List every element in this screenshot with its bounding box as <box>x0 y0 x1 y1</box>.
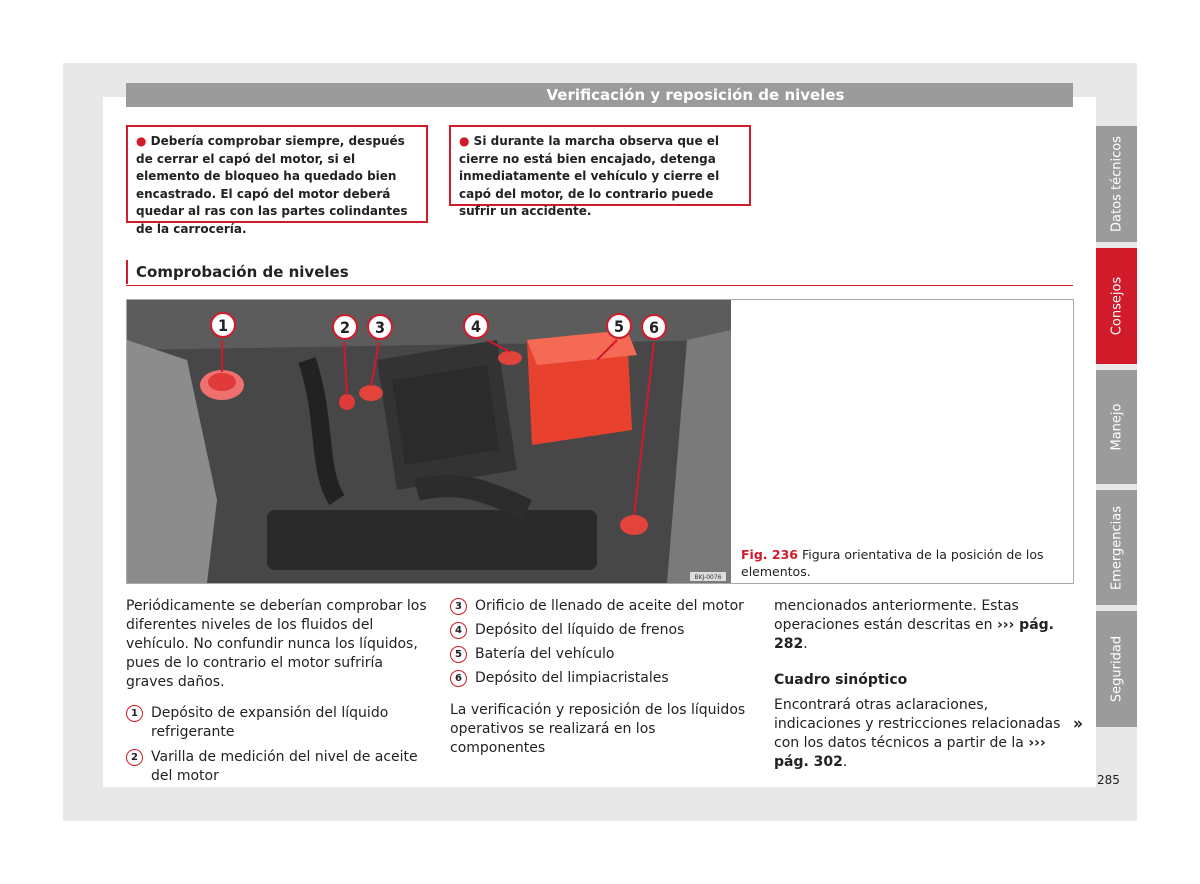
intro-paragraph: Periódicamente se deberían comprobar los diferentes niveles de los fluidos del vehículo. No confundir nunca los líquidos, pues de lo contrario el motor sufriría graves daños. <box>126 598 427 690</box>
list-item <box>126 748 431 786</box>
number-badge: 1 <box>126 705 143 722</box>
tab-label: Seguridad <box>1109 635 1124 703</box>
page-reference-link[interactable]: ››› pág. 302 <box>774 735 1046 770</box>
list-item <box>126 704 431 742</box>
continue-icon: » <box>1073 714 1083 734</box>
callout-5: 5 <box>606 313 632 339</box>
list-item <box>450 645 750 664</box>
figure-caption-text: Figura orientativa de la posición de los elementos. <box>741 547 1044 579</box>
bullet-icon: ● <box>136 134 147 148</box>
warning-box-2 <box>449 125 751 218</box>
warning-box-1 <box>126 125 428 236</box>
figure-code: BKJ-0076 <box>694 574 722 581</box>
column-2 <box>450 597 750 758</box>
section-rule <box>126 285 1073 286</box>
tab-emergencias[interactable] <box>1096 490 1137 605</box>
list-item-text: Batería del vehículo <box>475 646 615 662</box>
tab-consejos[interactable] <box>1096 248 1137 364</box>
engine-bay-image <box>127 300 731 583</box>
engine-illustration <box>127 300 731 583</box>
section-title: Comprobación de niveles <box>126 260 349 284</box>
tab-label: Consejos <box>1109 276 1124 336</box>
page-title-bar <box>126 83 1073 107</box>
page-reference-link[interactable]: ››› pág. 282 <box>774 617 1054 652</box>
number-badge: 2 <box>126 749 143 766</box>
callout-2: 2 <box>332 314 358 340</box>
number-badge: 6 <box>450 670 467 687</box>
punctuation: . <box>803 636 808 652</box>
list-item <box>450 597 750 616</box>
list-item-text: Varilla de medición del nivel de aceite del motor <box>151 749 418 784</box>
tab-label: Manejo <box>1109 403 1124 451</box>
list-item <box>450 621 750 640</box>
paragraph-text: mencionados anteriormente. Estas operaciones están descritas en <box>774 598 1019 633</box>
tab-label: Datos técnicos <box>1109 136 1124 232</box>
callout-4: 4 <box>463 313 489 339</box>
tab-manejo[interactable] <box>1096 370 1137 484</box>
tab-label: Emergencias <box>1109 505 1124 590</box>
callout-1: 1 <box>210 312 236 338</box>
tab-seguridad[interactable] <box>1096 611 1137 727</box>
paragraph <box>774 597 1074 654</box>
tab-datos-tecnicos[interactable] <box>1096 126 1137 242</box>
list-item-text: Orificio de llenado de aceite del motor <box>475 598 744 614</box>
figure-caption <box>741 546 1066 580</box>
column-3 <box>774 597 1074 772</box>
list-item-text: Depósito de expansión del líquido refrigerante <box>151 705 389 740</box>
warning-text: Si durante la marcha observa que el cierre no está bien encajado, detenga inmediatamente el vehículo y cierre el capó del motor, de lo contrario puede sufrir un accidente. <box>459 134 720 218</box>
number-badge: 4 <box>450 622 467 639</box>
list-item-text: Depósito del limpiacristales <box>475 670 669 686</box>
punctuation: . <box>842 754 848 770</box>
callout-3: 3 <box>367 314 393 340</box>
number-badge: 3 <box>450 598 467 615</box>
subheading: Cuadro sinóptico <box>774 672 908 688</box>
warning-text: Debería comprobar siempre, después de cerrar el capó del motor, si el elemento de bloqueo ha quedado bien encastrado. El capó del motor deberá quedar al ras con las partes colindantes de la carrocería. <box>136 134 408 236</box>
page-title: Verificación y reposición de niveles <box>546 86 845 104</box>
figure-number: Fig. 236 <box>741 547 798 562</box>
paragraph <box>774 696 1074 772</box>
bullet-icon: ● <box>459 134 470 148</box>
callout-6: 6 <box>641 314 667 340</box>
page-number: 285 <box>1097 773 1120 787</box>
column-1 <box>126 597 431 786</box>
list-item-text: Depósito del líquido de frenos <box>475 622 685 638</box>
paragraph: La verificación y reposición de los líquidos operativos se realizará en los componentes <box>450 702 746 756</box>
number-badge: 5 <box>450 646 467 663</box>
paragraph-text: Encontrará otras aclaraciones, indicaciones y restricciones relacionadas con los datos técnicos a partir de la <box>774 697 1061 751</box>
list-item <box>450 669 750 688</box>
